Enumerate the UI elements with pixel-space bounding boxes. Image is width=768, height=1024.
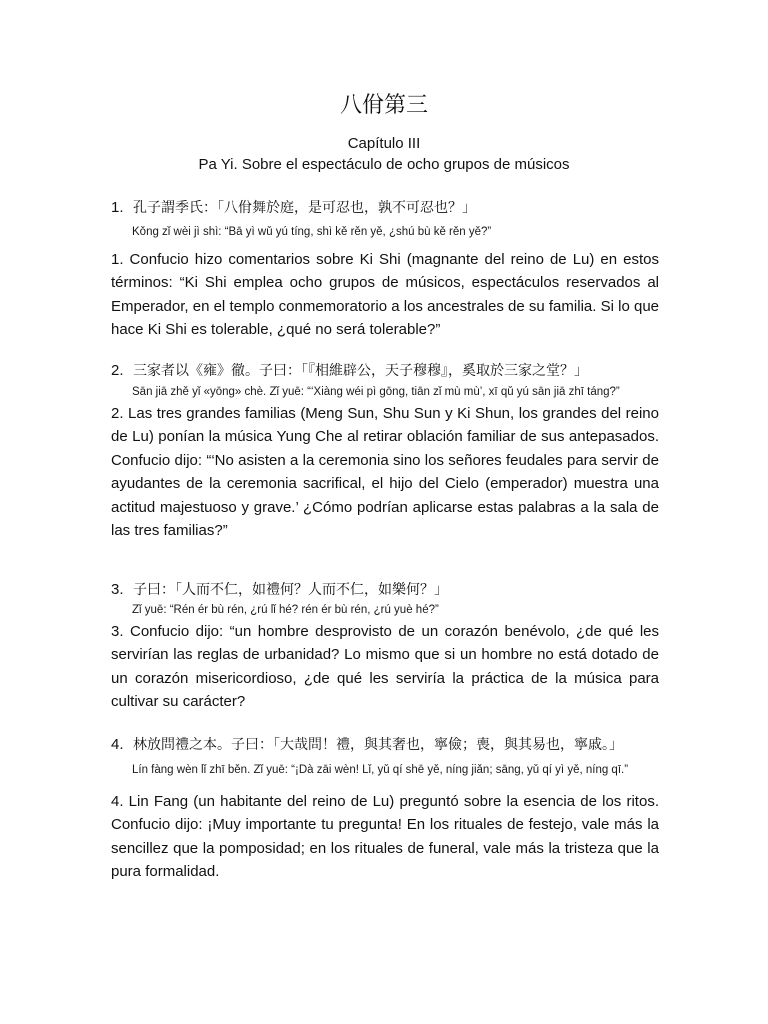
section-2-pinyin: Sān jiā zhě yǐ «yōng» chè. Zǐ yuē: “‘Xiàng wéi pì gōng, tiān zǐ mù mù’, xī qǔ yú sān jiā zhī táng?” xyxy=(132,386,620,398)
section-3-pinyin: Zǐ yuē: “Rén ér bù rén, ¿rú lǐ hé? rén ér bù rén, ¿rú yuè hé?” xyxy=(132,604,439,616)
chapter-subtitle: Pa Yi. Sobre el espectáculo de ocho grupos de músicos xyxy=(198,156,570,173)
section-1-chinese-text: 孔子謂季氏：「八佾舞於庭，是可忍也，孰不可忍也？」 xyxy=(133,200,476,216)
section-2-spanish: 2. Las tres grandes familias (Meng Sun, Shu Sun y Ki Shun, los grandes del reino de Lu) ponían la música Yung Che al retirar oblación familiar de sus antepasados. Confucio dijo: “‘No asisten a la ceremonia sino los señores feudales para servir de ayudantes de la ceremonia sacrifical, el hijo del Cielo (emperador) muestra una actitud majestuoso y grave.’ ¿Cómo podrían aplicarse estas palabras a la sala de las tres familias?” xyxy=(111,405,659,540)
section-3 xyxy=(111,579,659,714)
section-1 xyxy=(111,197,659,342)
section-3-spanish: 3. Confucio dijo: “un hombre desprovisto de un corazón benévolo, ¿de qué les servirían las reglas de urbanidad? Lo mismo que si un hombre no está dotado de un corazón misericordioso, ¿de qué les serviría la práctica de la música para cultivar su carácter? xyxy=(111,623,659,711)
section-2-chinese-text: 三家者以《雍》徹。子曰：「『相維辟公，天子穆穆』，奚取於三家之堂？」 xyxy=(133,363,588,379)
section-3-chinese-text: 子曰：「人而不仁，如禮何？人而不仁，如樂何？」 xyxy=(133,582,448,598)
section-2 xyxy=(111,360,659,542)
chapter-chinese-title: 八佾第三 xyxy=(339,93,428,118)
section-4-chinese-text: 林放問禮之本。子曰：「大哉問！禮，與其奢也，寧儉；喪，與其易也，寧戚。」 xyxy=(133,737,623,753)
section-1-number: 1. xyxy=(111,199,124,216)
section-1-pinyin: Kǒng zǐ wèi jì shì: “Bā yì wǔ yú tíng, shì kě rěn yě, ¿shú bù kě rěn yě?” xyxy=(132,226,492,238)
section-3-number: 3. xyxy=(111,581,124,598)
section-2-chinese-line xyxy=(111,360,659,382)
section-2-number: 2. xyxy=(111,362,124,379)
section-3-chinese-line xyxy=(111,579,659,601)
section-1-chinese-line xyxy=(111,197,659,219)
section-4-chinese-line xyxy=(111,734,659,756)
section-4-pinyin: Lín fàng wèn lǐ zhī běn. Zǐ yuē: “¡Dà zāi wèn! Lǐ, yǔ qí shē yě, níng jiǎn; sāng, yǔ qí yì yě, níng qī.” xyxy=(132,764,629,776)
section-4 xyxy=(111,734,659,884)
section-4-spanish: 4. Lin Fang (un habitante del reino de Lu) preguntó sobre la esencia de los ritos. Confucio dijo: ¡Muy importante tu pregunta! En los rituales de festejo, vale más la sencillez que la pomposidad; en los rituales de funeral, vale más la tristeza que la pura formalidad. xyxy=(111,793,659,881)
section-1-spanish: 1. Confucio hizo comentarios sobre Ki Shi (magnante del reino de Lu) en estos términos: “Ki Shi emplea ocho grupos de músicos, espectáculos reservados al Emperador, en el templo conmemoratorio a los ancestrales de su familia. Si lo que hace Ki Shi es tolerable, ¿qué no será tolerable?” xyxy=(111,251,659,339)
chapter-number: Capítulo III xyxy=(347,135,421,152)
section-4-number: 4. xyxy=(111,736,124,753)
